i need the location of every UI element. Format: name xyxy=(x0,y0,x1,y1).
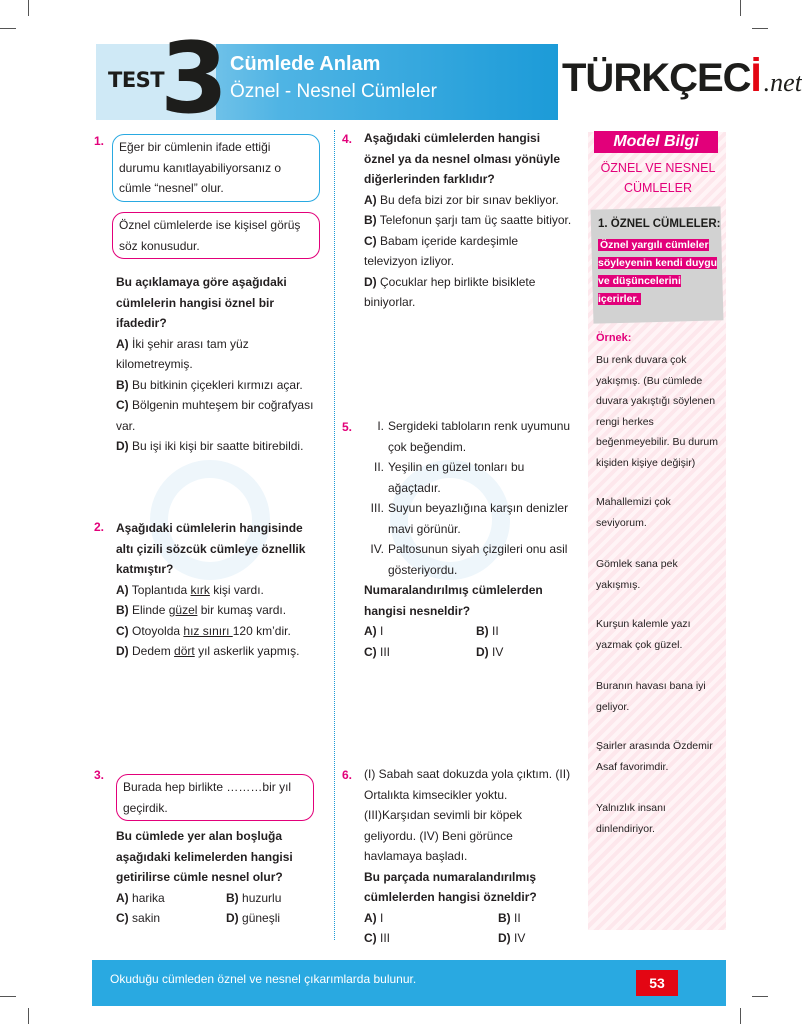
question-stem: Bu parçada numaralandırılmış cümlelerden hangisi özneldir? xyxy=(364,869,537,904)
option-d[interactable]: D) IV xyxy=(476,644,504,659)
question-number: 2. xyxy=(94,520,105,534)
option-c[interactable]: C) Otoyolda hız sınırı 120 km’dir. xyxy=(116,623,291,638)
option-b[interactable]: B) Elinde güzel bir kumaş vardı. xyxy=(116,603,287,617)
crop-mark xyxy=(740,0,741,16)
example-text: Bu renk duvara çok yakışmış. (Bu cümlede duvara yakıştığı söylenen rengi herkes beğenmeyebilir. Bu durum kişiden kişiye değişir) xyxy=(596,354,718,469)
option-d[interactable]: D) Dedem dört yıl askerlik yapmış. xyxy=(116,644,300,658)
option-b[interactable]: B) Bu bitkinin çiçekleri kırmızı açar. xyxy=(116,377,303,392)
page-number: 53 xyxy=(636,970,678,996)
question-number: 4. xyxy=(342,132,353,146)
question-5 xyxy=(364,416,574,662)
question-1 xyxy=(116,272,322,457)
option-c[interactable]: C) sakin xyxy=(116,911,161,925)
question-stem: Aşağıdaki cümlelerin hangisinde altı çizili sözcük cümleye öznellik katmıştır? xyxy=(116,521,306,576)
option-b[interactable]: B) Telefonun şarjı tam üç saatte bitiyor. xyxy=(364,213,572,227)
example-label: Örnek: xyxy=(596,332,632,344)
crop-mark xyxy=(0,996,16,997)
question-2 xyxy=(116,518,322,662)
option-a[interactable]: A) Bu defa bizi zor bir sınav bekliyor. xyxy=(364,192,559,207)
sidebar-heading: Model Bilgi xyxy=(594,131,718,153)
question-3 xyxy=(116,826,326,929)
question-stem: Aşağıdaki cümlelerden hangisi öznel ya da nesnel olması yönüyle diğerlerinden farklıdır? xyxy=(364,131,561,186)
question-number: 3. xyxy=(94,768,105,782)
option-c[interactable]: C) Bölgenin muhteşem bir coğrafyası var. xyxy=(116,398,314,433)
option-a[interactable]: A) Toplantıda kırk kişi vardı. xyxy=(116,582,264,597)
example-sentence: Gömlek sana pek yakışmış. xyxy=(596,558,678,591)
logo-main-text: TÜRKÇEC xyxy=(562,56,751,100)
note-body: Öznel yargılı cümleler söyleyenin kendi duygu ve düşüncelerini içerirler. xyxy=(598,239,718,305)
test-number: 3 xyxy=(160,22,229,136)
roman-item: II. Yeşilin en güzel tonları bu ağaçtadır. xyxy=(373,460,525,495)
question-6 xyxy=(364,764,574,949)
learning-objective: Okuduğu cümleden öznel ve nesnel çıkarımlarda bulunur. xyxy=(110,972,417,986)
question-stem: Bu cümlede yer alan boşluğa aşağıdaki kelimelerden hangisi getirilirse cümle nesnel olur? xyxy=(116,829,293,884)
definition-box-nesnel: Eğer bir cümlenin ifade ettiği durumu kanıtlayabiliyorsanız o cümle “nesnel” olur. xyxy=(112,134,320,202)
option-a[interactable]: A) İki şehir arası tam yüz kilometreymiş. xyxy=(116,336,249,371)
column-divider xyxy=(334,130,335,940)
example-sentence: Buranın havası bana iyi geliyor. xyxy=(596,680,706,713)
option-d[interactable]: D) IV xyxy=(498,931,526,945)
option-b[interactable]: B) II xyxy=(476,624,499,638)
page-title: Cümlede Anlam xyxy=(230,53,381,75)
option-d[interactable]: D) Bu işi iki kişi bir saatte bitirebildi. xyxy=(116,439,304,453)
question-number: 6. xyxy=(342,768,353,782)
option-a[interactable]: A) I xyxy=(364,624,384,638)
option-b[interactable]: B) II xyxy=(498,910,521,925)
logo-net-text: .net xyxy=(763,68,802,97)
logo-red-letter: İ xyxy=(750,56,762,100)
option-a[interactable]: A) harika xyxy=(116,890,165,905)
passage: (I) Sabah saat dokuzda yola çıktım. (II) Ortalıkta kimsecikler yoktu. (III)Karşıdan sevimli bir köpek geliyordu. (IV) Beni görünce havlamaya başladı. xyxy=(364,767,571,863)
crop-mark xyxy=(752,28,768,29)
question-stem: Numaralandırılmış cümlelerden hangisi nesneldir? xyxy=(364,583,543,618)
crop-mark xyxy=(28,0,29,16)
option-d[interactable]: D) güneşli xyxy=(226,911,281,925)
roman-item: I. Sergideki tabloların renk uyumunu çok beğendim. xyxy=(377,419,571,454)
example-sentence: Mahallemizi çok seviyorum. xyxy=(596,496,671,529)
question-stem: Bu açıklamaya göre aşağıdaki cümlelerin hangisi öznel bir ifadedir? xyxy=(116,275,287,330)
option-c[interactable]: C) III xyxy=(364,931,391,945)
page-subtitle: Öznel - Nesnel Cümleler xyxy=(230,81,437,102)
note-title: 1. ÖZNEL CÜMLELER: xyxy=(598,218,721,230)
example-sentence: Şairler arasında Özdemir Asaf favorimdir. xyxy=(596,740,713,773)
sentence-box: Burada hep birlikte ………bir yıl geçirdik. xyxy=(116,774,314,821)
crop-mark xyxy=(28,1008,29,1024)
question-4 xyxy=(364,128,574,313)
option-c[interactable]: C) III xyxy=(364,644,391,659)
roman-item: IV. Paltosunun siyah çizgileri onu asil gösteriyordu. xyxy=(370,542,568,577)
option-d[interactable]: D) Çocuklar hep birlikte bisiklete biniyorlar. xyxy=(364,274,536,309)
turkceci-logo xyxy=(562,56,802,106)
crop-mark xyxy=(752,996,768,997)
crop-mark xyxy=(740,1008,741,1024)
crop-mark xyxy=(0,28,16,29)
question-number: 5. xyxy=(342,420,353,434)
definition-box-oznel: Öznel cümlelerde ise kişisel görüş söz konusudur. xyxy=(112,212,320,259)
sidebar-title: ÖZNEL VE NESNEL CÜMLELER xyxy=(600,161,716,195)
test-label: TEST xyxy=(108,68,165,92)
example-sentence: Yalnızlık insanı dinlendiriyor. xyxy=(596,802,666,835)
option-c[interactable]: C) Babam içeride kardeşimle televizyon izliyor. xyxy=(364,233,519,268)
example-sentence: Kurşun kalemle yazı yazmak çok güzel. xyxy=(596,618,691,651)
option-a[interactable]: A) I xyxy=(364,910,384,925)
question-number: 1. xyxy=(94,134,105,148)
option-b[interactable]: B) huzurlu xyxy=(226,890,282,905)
roman-item: III. Suyun beyazlığına karşın denizler mavi görünür. xyxy=(370,501,569,536)
